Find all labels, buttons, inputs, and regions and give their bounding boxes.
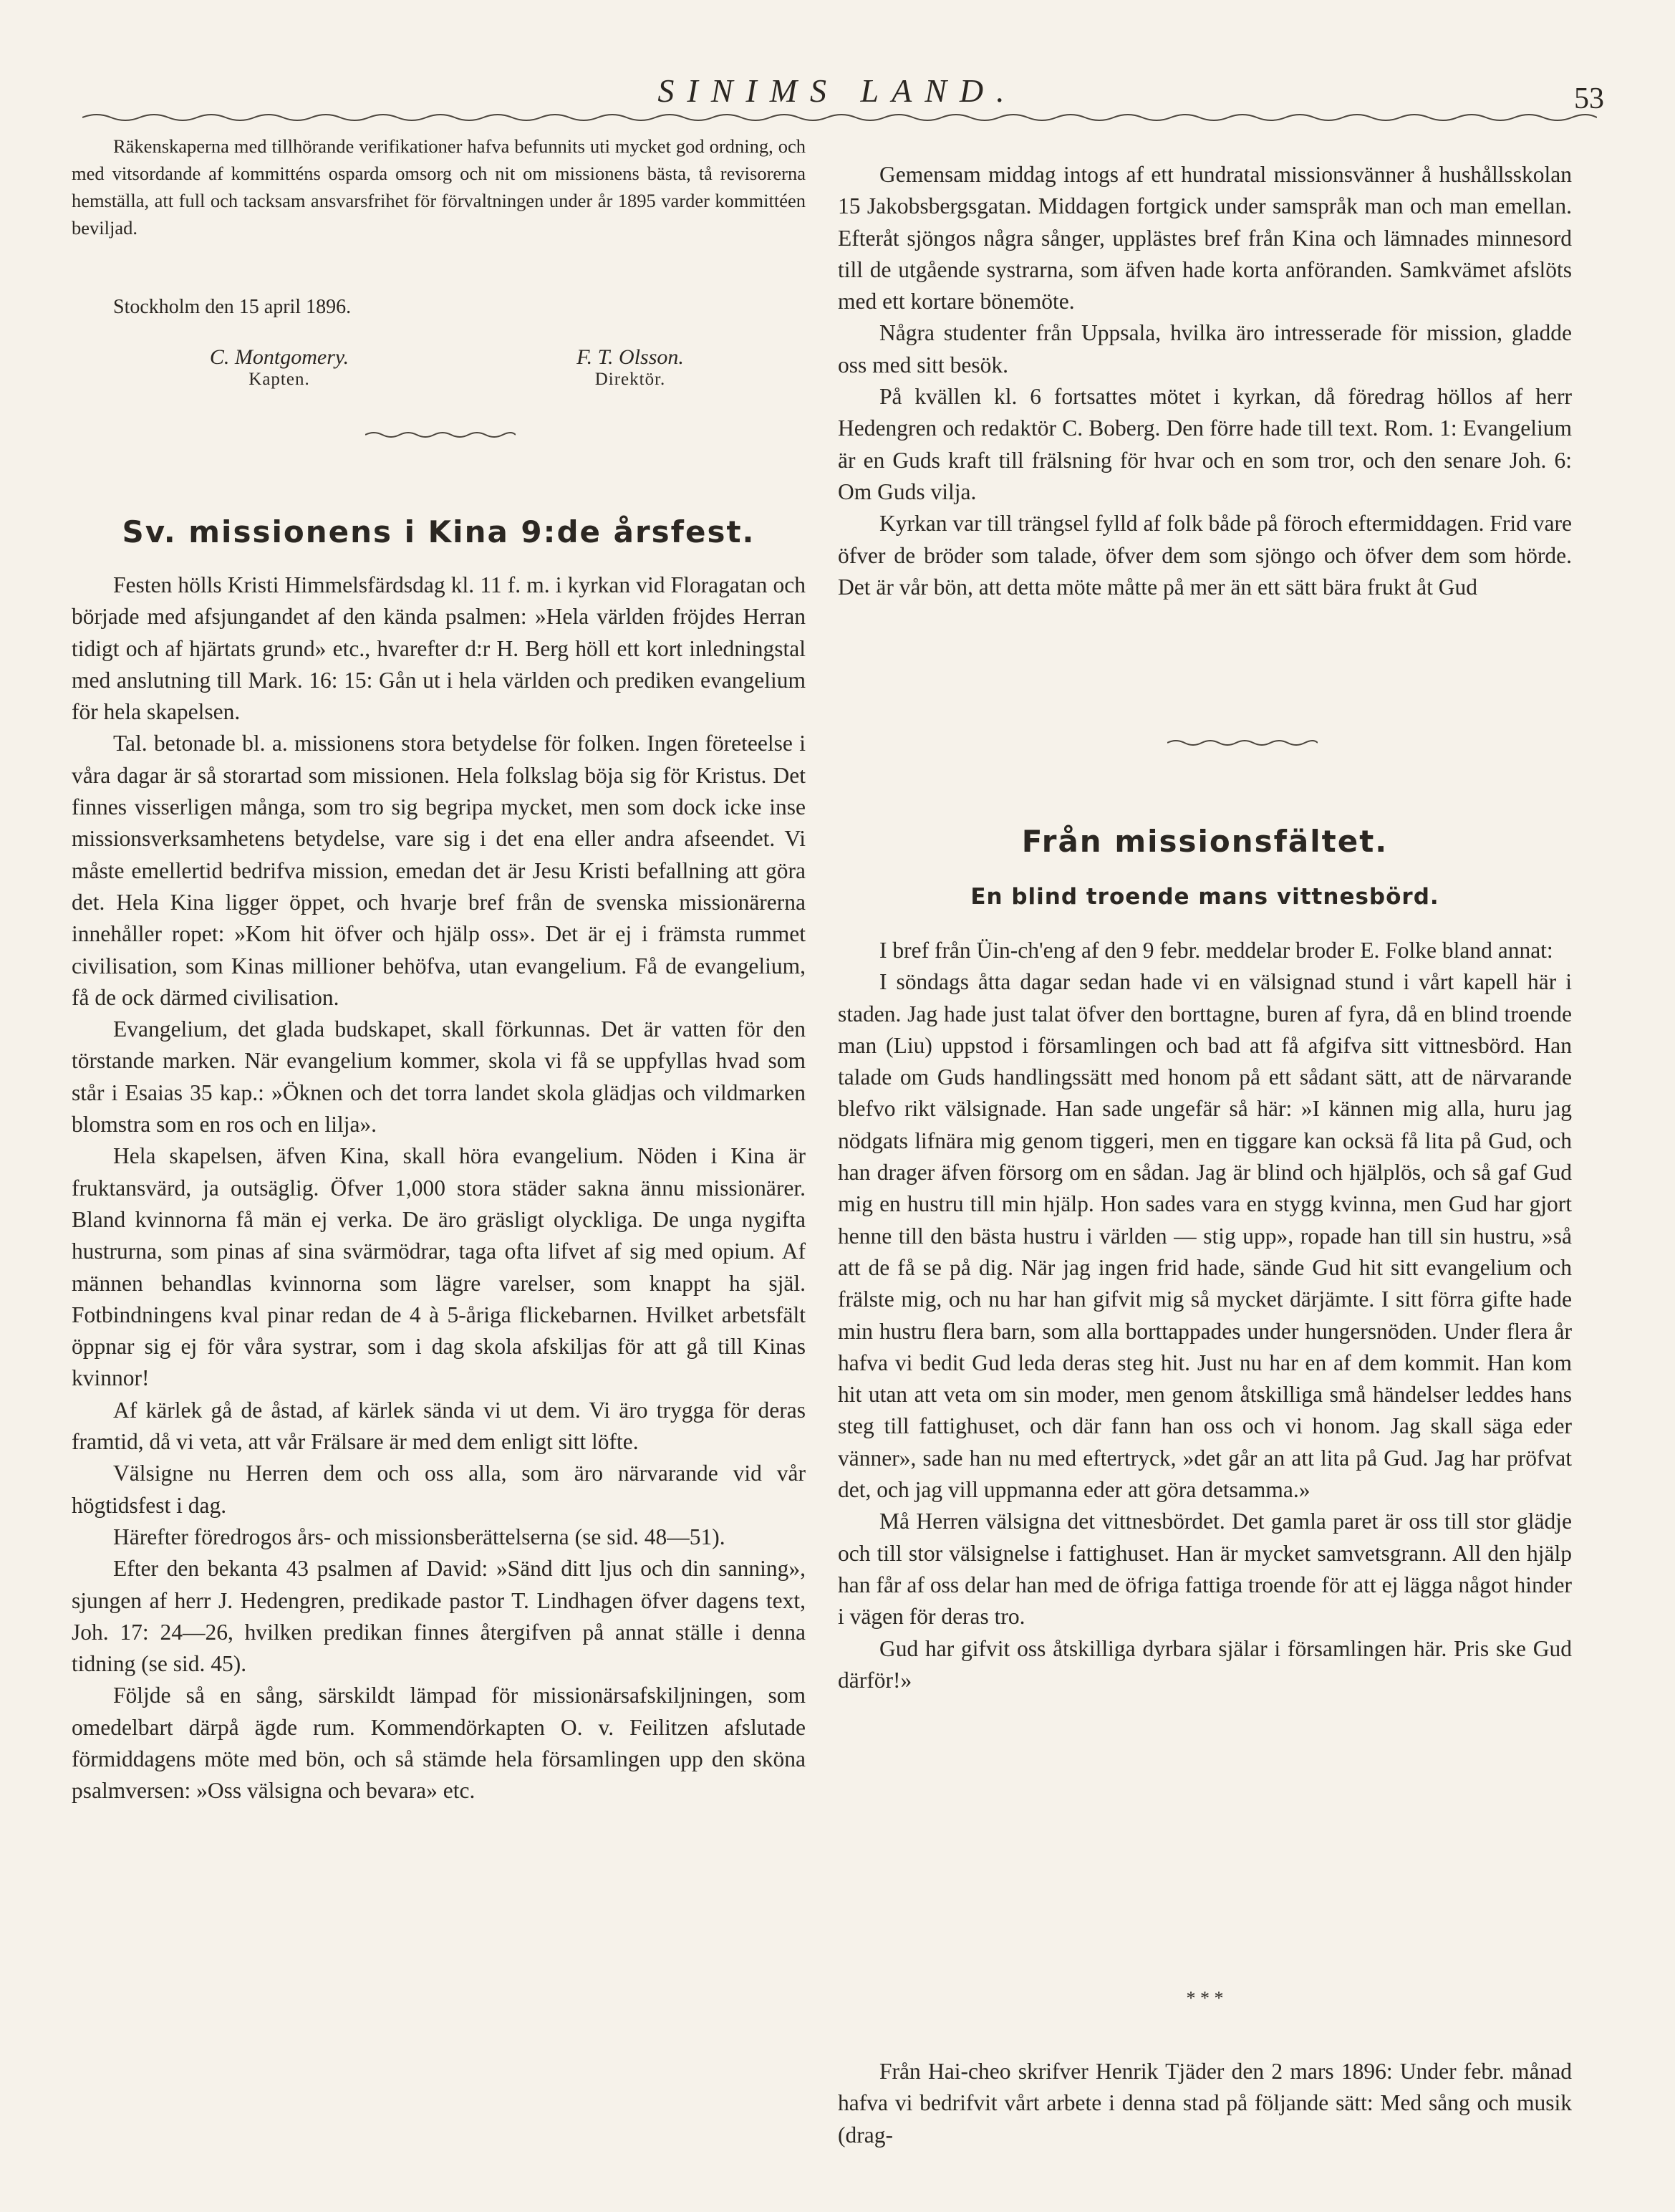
- paragraph: Evangelium, det glada budskapet, skall förkunnas. Det är vatten för den törstande marken. När evangelium kommer, skola vi få se uppfyllas hvad som står i Esaias 35 kap.: »Öknen och det torra landet skola glädjas och vildmarken blomstra som en ros och en lilja».: [72, 1016, 806, 1138]
- paragraph: Gud har gifvit oss åtskilliga dyrbara själar i församlingen här. Pris ske Gud därför!»: [838, 1635, 1572, 1693]
- paragraph: Gemensam middag intogs af ett hundratal missionsvänner å hushållsskolan 15 Jakobsbergsgatan. Middagen fortgick under samspråk man och man emellan. Efteråt sjöngos några sånger, upplästes bref från Kina och lämnades minnesord till de utgående systrarna, som äfven hade korta anföranden. Samkvämet afslöts med ett kortare bönemöte.: [838, 162, 1572, 314]
- running-title: SINIMS LAND.: [657, 72, 1018, 109]
- ornament-rule: [1167, 738, 1318, 748]
- audit-paragraph: Räkenskaperna med tillhörande verifikationer hafva befunnits uti mycket god ordning, och med vitsordande af kommitténs osparda omsorg och nit om missionens bästa, tå revisorerna hemställa, att full och tacksam ansvarsfrihet för förvaltningen under år 1895 varder kommittéen beviljad.: [72, 135, 806, 239]
- paragraph: Af kärlek gå de åstad, af kärlek sända vi ut dem. Vi äro trygga för deras framtid, då vi veta, att vår Frälsare är med dem enligt sitt löfte.: [72, 1397, 806, 1455]
- paragraph: Hela skapelsen, äfven Kina, skall höra evangelium. Nöden i Kina är fruktansvärd, ja outsäglig. Öfver 1,000 stora städer sakna ännu missionärer. Bland kvinnorna få män ej verka. De äro gräsligt olyckliga. De unga nygifta hustrurna, som pinas af sina svärmödrar, taga ofta lifvet af sig med opium. Af männen behandlas kvinnorna som lägre varelser, som knappt ha själ. Fotbindningens kval pinar redan de 4 à 5-åriga flickebarnen. Hvilket arbetsfält öppnar sig ej för våra systrar, som i dag skola afskiljas för att gå till Kinas kvinnor!: [72, 1143, 806, 1391]
- signature-montgomery: C. Montgomery. Kapten.: [209, 345, 349, 389]
- page-number: 53: [1574, 82, 1604, 115]
- paragraph: Efter den bekanta 43 psalmen af David: »Sänd ditt ljus och din sanning», sjungen af herr J. Hedengren, predikade pastor T. Lindhagen öfver dagens text, Joh. 17: 24—26, hvilken predikan finnes återgifven på annat ställe i denna tidning (se sid. 45).: [72, 1556, 806, 1677]
- paragraph: Tal. betonade bl. a. missionens stora betydelse för folken. Ingen företeelse i våra dagar är så storartad som missionen. Hela folkslag böja sig för Kristus. Det finnes visserligen många, som tro sig begripa mycket, men som dock icke inse missionsverksamhetens betydelse, vare sig i det ena eller andra afseendet. Vi måste emellertid bedrifva mission, emedan det är Jesu Kristi befallning att göra det. Hela Kina ligger öppet, och hvarje bref från de svenska missionärerna innehåller ropet: »Kom hit öfver och hjälp oss». Det är ej i främsta rummet civilisation, som Kinas millioner behöfva, utan evangelium. Få de evangelium, få de ock därmed civilisation.: [72, 731, 806, 1010]
- subheading-vittnesbord: En blind troende mans vittnesbörd.: [970, 884, 1439, 910]
- section-stars: * * *: [1186, 1988, 1224, 2009]
- paragraph: Från Hai-cheo skrifver Henrik Tjäder den 2 mars 1896: Under febr. månad hafva vi bedrifvit vårt arbete i denna stad på följande sätt: Med sång och musik (drag-: [838, 2059, 1572, 2148]
- paragraph: Kyrkan var till trängsel fylld af folk både på föroch eftermiddagen. Frid vare öfver de bröder som talade, öfver dem som sjöngo och öfver dem som hörde. Det är vår bön, att detta möte måtte på mer än ett sätt bära frukt åt Gud: [838, 511, 1572, 600]
- paragraph: Festen hölls Kristi Himmelsfärdsdag kl. 11 f. m. i kyrkan vid Floragatan och började med afsjungandet af den kända psalmen: »Hela världen fröjdes Herran tidigt och af hjärtats grund» etc., hvarefter d:r H. Berg höll ett kort inledningstal med anslutning till Mark. 16: 15: Gån ut i hela världen och prediken evangelium för hela skapelsen.: [72, 572, 806, 725]
- arsfest-text: [72, 569, 806, 1807]
- header-ornament-rule: [82, 109, 1597, 125]
- paragraph: Välsigne nu Herren dem och oss alla, som äro närvarande vid vår högtidsfest i dag.: [72, 1461, 806, 1518]
- hai-cheo-text: [838, 2056, 1572, 2151]
- section-heading-missionsfaltet: Från missionsfältet.: [1021, 824, 1389, 859]
- paragraph: På kvällen kl. 6 fortsattes mötet i kyrkan, då föredrag höllos af herr Hedengren och redaktör C. Boberg. Den förre hade till text. Rom. 1: Evangelium är en Guds kraft till frälsning för hvar och en som tror, och den senare Joh. 6: Om Guds vilja.: [838, 384, 1572, 504]
- paragraph: Några studenter från Uppsala, hvilka äro intresserade för mission, gladde oss med sitt besök.: [838, 320, 1572, 378]
- ornament-rule: [365, 430, 516, 440]
- paragraph: Följde så en sång, särskildt lämpad för missionärsafskiljningen, som omedelbart därpå ägde rum. Kommendörkapten O. v. Feilitzen afslutade förmiddagens möte med bön, och så stämde hela församlingen upp den sköna psalmversen: »Oss välsigna och bevara» etc.: [72, 1683, 806, 1804]
- place-date: Stockholm den 15 april 1896.: [113, 296, 352, 318]
- paragraph: Må Herren välsigna det vittnesbördet. Det gamla paret är oss till stor glädje och till stor välsignelse i fattighuset. Han är mycket samvetsgrann. All den hjälp han får af oss delar han med de öfriga fattiga troende för att ej lägga något hinder i vägen för deras tro.: [838, 1509, 1572, 1630]
- paragraph: I bref från Üin-ch'eng af den 9 febr. meddelar broder E. Folke bland annat:: [879, 938, 1553, 963]
- section-heading-arsfest: Sv. missionens i Kina 9:de årsfest.: [122, 514, 756, 549]
- paragraph: Härefter föredrogos års- och missionsberättelserna (se sid. 48—51).: [113, 1524, 725, 1549]
- middag-text: [838, 159, 1572, 603]
- signature-olsson: F. T. Olsson. Direktör.: [576, 345, 684, 389]
- paragraph: I söndags åtta dagar sedan hade vi en välsignad stund i vårt kapell här i staden. Jag hade just talat öfver den borttagne, buren af fyra, då en blind troende man (Liu) uppstod i församlingen och bad att få afgifva sitt vittnesbörd. Han talade om Guds handlingssätt med honom på ett sådant sätt, att de närvarande blefvo rikt välsignade. Han sade ungefär så här: »I kännen mig alla, huru jag nödgats lifnära mig genom tiggeri, men en tiggare kan ocksä få lita på Gud, och han drager äfven försorg om en sådan. Jag är blind och hjälplös, och så gaf Gud mig en hustru till min hjälp. Hon sades vara en stygg kvinna, men Gud har gjort henne till den bästa hustru i världen — stig upp», ropade han till sin hustru, »så att de få se på dig. När jag ingen frid hade, sände Gud hit sitt evangelium och frälste mig, och nu har han gifvit mig så mycket därjämte. I sitt förra gifte hade min hustru flera barn, som alla borttappades under hungersnöden. Under flera år hafva vi bedit Gud leda deras steg hit. Just nu har en af dem kommit. Han kom hit utan att veta om sin moder, men genom åtskilliga små händelser leddes hans steg till fattighuset, och där fann han oss och vi honom. Jag skall säga eder vänner», sade han nu med eftertryck, »det går an att lita på Gud. Jag har pröfvat det, och jag vill uppmanna eder att göra detsamma.»: [838, 969, 1572, 1503]
- vittnesbord-text: [838, 935, 1572, 1696]
